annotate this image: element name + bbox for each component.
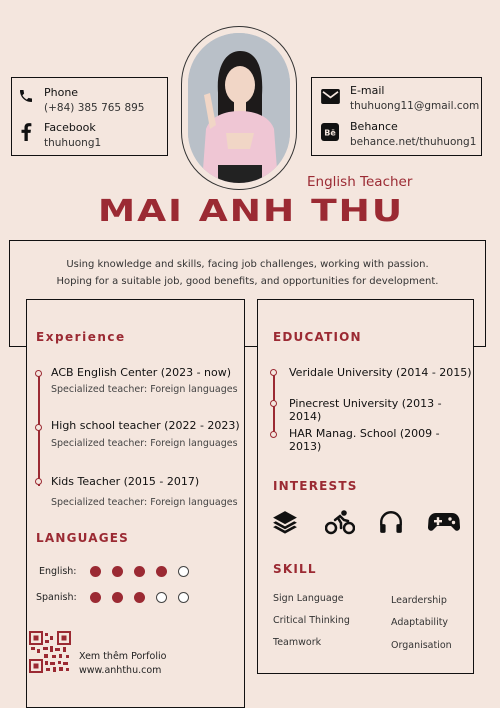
right-column xyxy=(257,299,474,674)
language-name: Spanish: xyxy=(36,592,77,603)
education-item: Veridale University (2014 - 2015) xyxy=(289,366,472,379)
language-level-dot xyxy=(134,592,145,603)
skill-item: Critical Thinking xyxy=(273,615,350,626)
phone-value[interactable]: (+84) 385 765 895 xyxy=(44,102,145,114)
profile-photo xyxy=(188,33,290,183)
language-level-dot xyxy=(112,592,123,603)
skill-item: Sign Language xyxy=(273,593,344,604)
headphones-icon xyxy=(378,509,404,539)
facebook-icon xyxy=(20,123,32,145)
language-level-dot xyxy=(156,566,167,577)
interests-title: INTERESTS xyxy=(273,479,358,493)
facebook-label: Facebook xyxy=(44,121,96,134)
experience-item-title: ACB English Center (2023 - now) xyxy=(51,366,232,379)
contact-box-left xyxy=(11,77,168,156)
timeline-dot xyxy=(270,369,277,376)
qr-url[interactable]: www.anhthu.com xyxy=(79,665,162,676)
email-value[interactable]: thuhuong11@gmail.com xyxy=(350,100,480,112)
left-column xyxy=(26,299,245,708)
experience-item-title: High school teacher (2022 - 2023) xyxy=(51,419,240,432)
language-level-dot xyxy=(178,592,189,603)
language-level-dot xyxy=(90,566,101,577)
language-level-dot xyxy=(178,566,189,577)
language-level-dot xyxy=(90,592,101,603)
experience-item-title: Kids Teacher (2015 - 2017) xyxy=(51,475,200,488)
contact-box-right xyxy=(311,77,482,156)
behance-value[interactable]: behance.net/thuhuong1 xyxy=(350,136,477,148)
gamepad-icon xyxy=(428,511,460,537)
languages-title: LANGUAGES xyxy=(36,531,129,545)
language-level-dot xyxy=(112,566,123,577)
skill-title: SKILL xyxy=(273,562,317,576)
language-level-dot xyxy=(156,592,167,603)
education-item: Pinecrest University (2013 - 2014) xyxy=(289,397,442,423)
skill-item: Organisation xyxy=(391,640,452,651)
timeline-dot xyxy=(35,424,42,431)
email-icon xyxy=(321,89,340,108)
phone-label: Phone xyxy=(44,86,79,99)
education-item: HAR Manag. School (2009 - 2013) xyxy=(289,427,440,453)
timeline-dot xyxy=(270,431,277,438)
svg-text:Bē: Bē xyxy=(324,128,336,138)
skill-item: Adaptability xyxy=(391,617,449,628)
email-label: E-mail xyxy=(350,84,385,97)
phone-icon xyxy=(18,88,34,108)
cycling-icon xyxy=(325,509,355,539)
email-info xyxy=(350,84,479,112)
layers-icon xyxy=(272,509,298,539)
summary-line-2: Hoping for a suitable job, good benefits, and opportunities for development. xyxy=(56,276,439,287)
facebook-value[interactable]: thuhuong1 xyxy=(44,137,102,149)
experience-item-sub: Specialized teacher: Foreign languages xyxy=(51,384,238,395)
qr-code-icon[interactable] xyxy=(29,631,71,677)
facebook-info xyxy=(44,121,101,149)
education-title: EDUCATION xyxy=(273,330,362,344)
language-level-dot xyxy=(134,566,145,577)
language-name: English: xyxy=(39,566,77,577)
summary-line-1: Using knowledge and skills, facing job challenges, working with passion. xyxy=(66,259,429,270)
behance-info xyxy=(350,120,476,148)
behance-icon xyxy=(321,123,339,145)
qr-label: Xem thêm Porfolio xyxy=(79,651,167,662)
phone-info xyxy=(44,86,145,114)
timeline-dot xyxy=(35,478,42,485)
job-title: English Teacher xyxy=(307,174,413,190)
skill-item: Leardership xyxy=(391,595,447,606)
behance-label: Behance xyxy=(350,120,398,133)
experience-item-sub: Specialized teacher: Foreign languages xyxy=(51,438,238,449)
experience-item-sub: Specialized teacher: Foreign languages xyxy=(51,497,238,508)
experience-title: Experience xyxy=(36,330,126,344)
full-name: MAI ANH THU xyxy=(97,194,405,229)
profile-photo-frame xyxy=(181,26,297,190)
timeline-dot xyxy=(35,370,42,377)
skill-item: Teamwork xyxy=(273,637,322,648)
timeline-dot xyxy=(270,400,277,407)
